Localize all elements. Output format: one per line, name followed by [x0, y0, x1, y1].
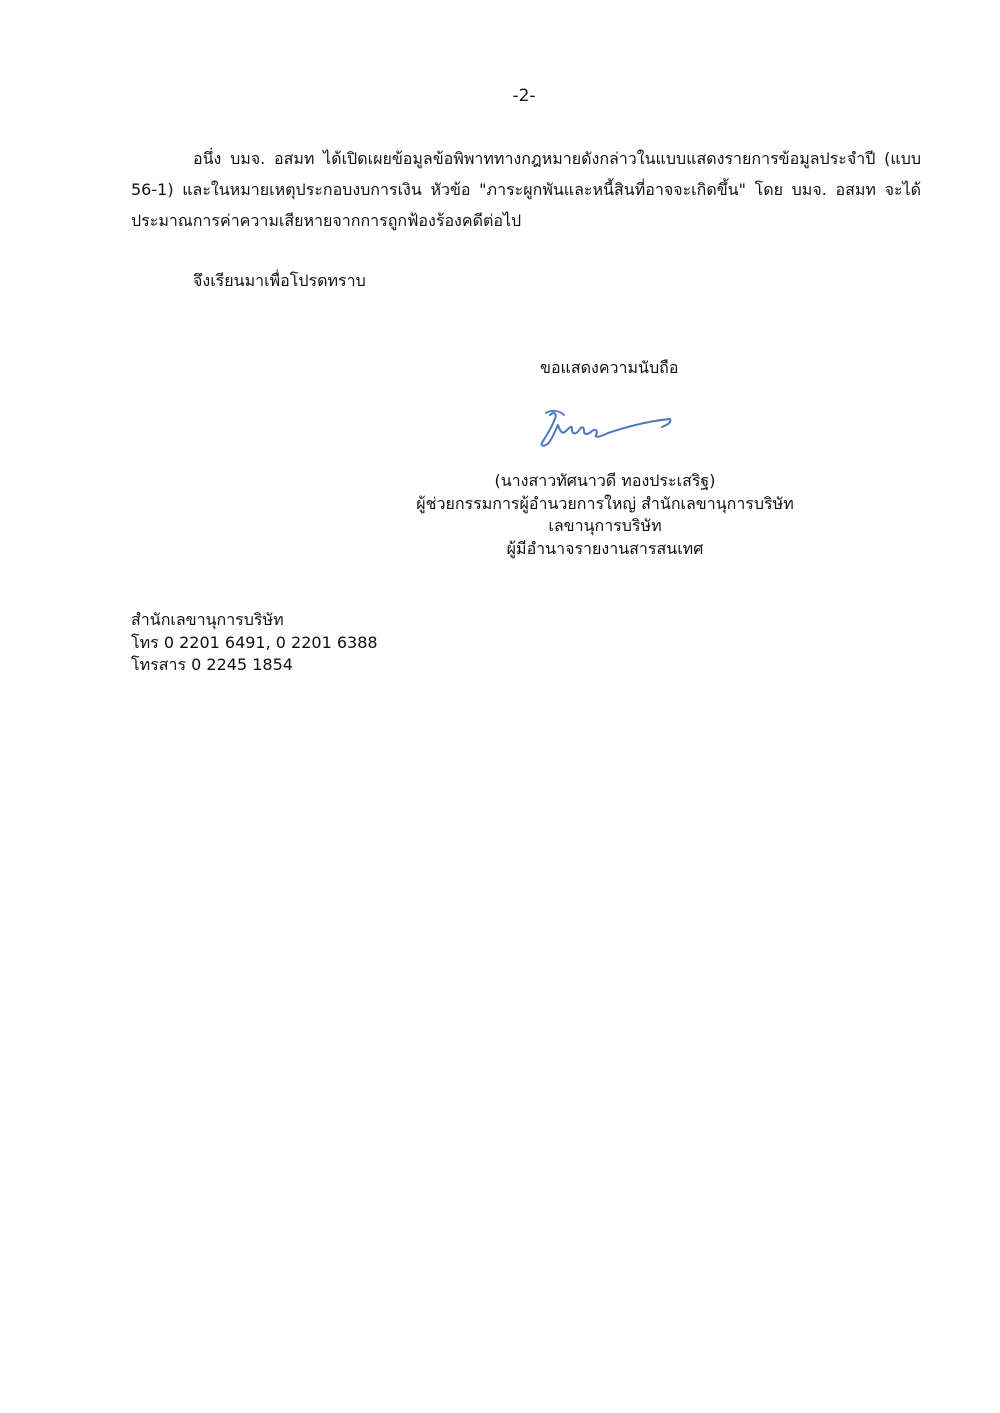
body-paragraph-closing-request: จึงเรียนมาเพื่อโปรดทราบ [193, 271, 366, 290]
page-number: -2- [512, 86, 536, 106]
signer-name: (นางสาวทัศนาวดี ทองประเสริฐ) [494, 471, 716, 490]
contact-department: สำนักเลขานุการบริษัท [131, 610, 284, 629]
closing-salutation: ขอแสดงความนับถือ [540, 358, 679, 377]
contact-block [131, 609, 378, 677]
signature-image [536, 405, 676, 453]
contact-phone: โทร 0 2201 6491, 0 2201 6388 [131, 632, 378, 652]
signer-title-1: ผู้ช่วยกรรมการผู้อำนวยการใหญ่ สำนักเลขานุการบริษัท [416, 493, 794, 513]
body-paragraph-disclosure: อนึ่ง บมจ. อสมท ได้เปิดเผยข้อมูลข้อพิพาททางกฎหมายดังกล่าวในแบบแสดงรายการข้อมูลประจำปี (แบบ 56-1) และในหมายเหตุประกอบงบการเงิน หัวข้อ "ภาระผูกพันและหนี้สินที่อาจจะเกิดขึ้น" โดย บมจ. อสมท จะได้ประมาณการค่าความเสียหายจากการถูกฟ้องร้องคดีต่อไป [131, 149, 921, 230]
signer-title-3: ผู้มีอำนาจรายงานสารสนเทศ [506, 538, 704, 558]
contact-fax: โทรสาร 0 2245 1854 [131, 655, 293, 674]
signer-block [360, 470, 850, 560]
signer-title-2: เลขานุการบริษัท [548, 516, 662, 535]
